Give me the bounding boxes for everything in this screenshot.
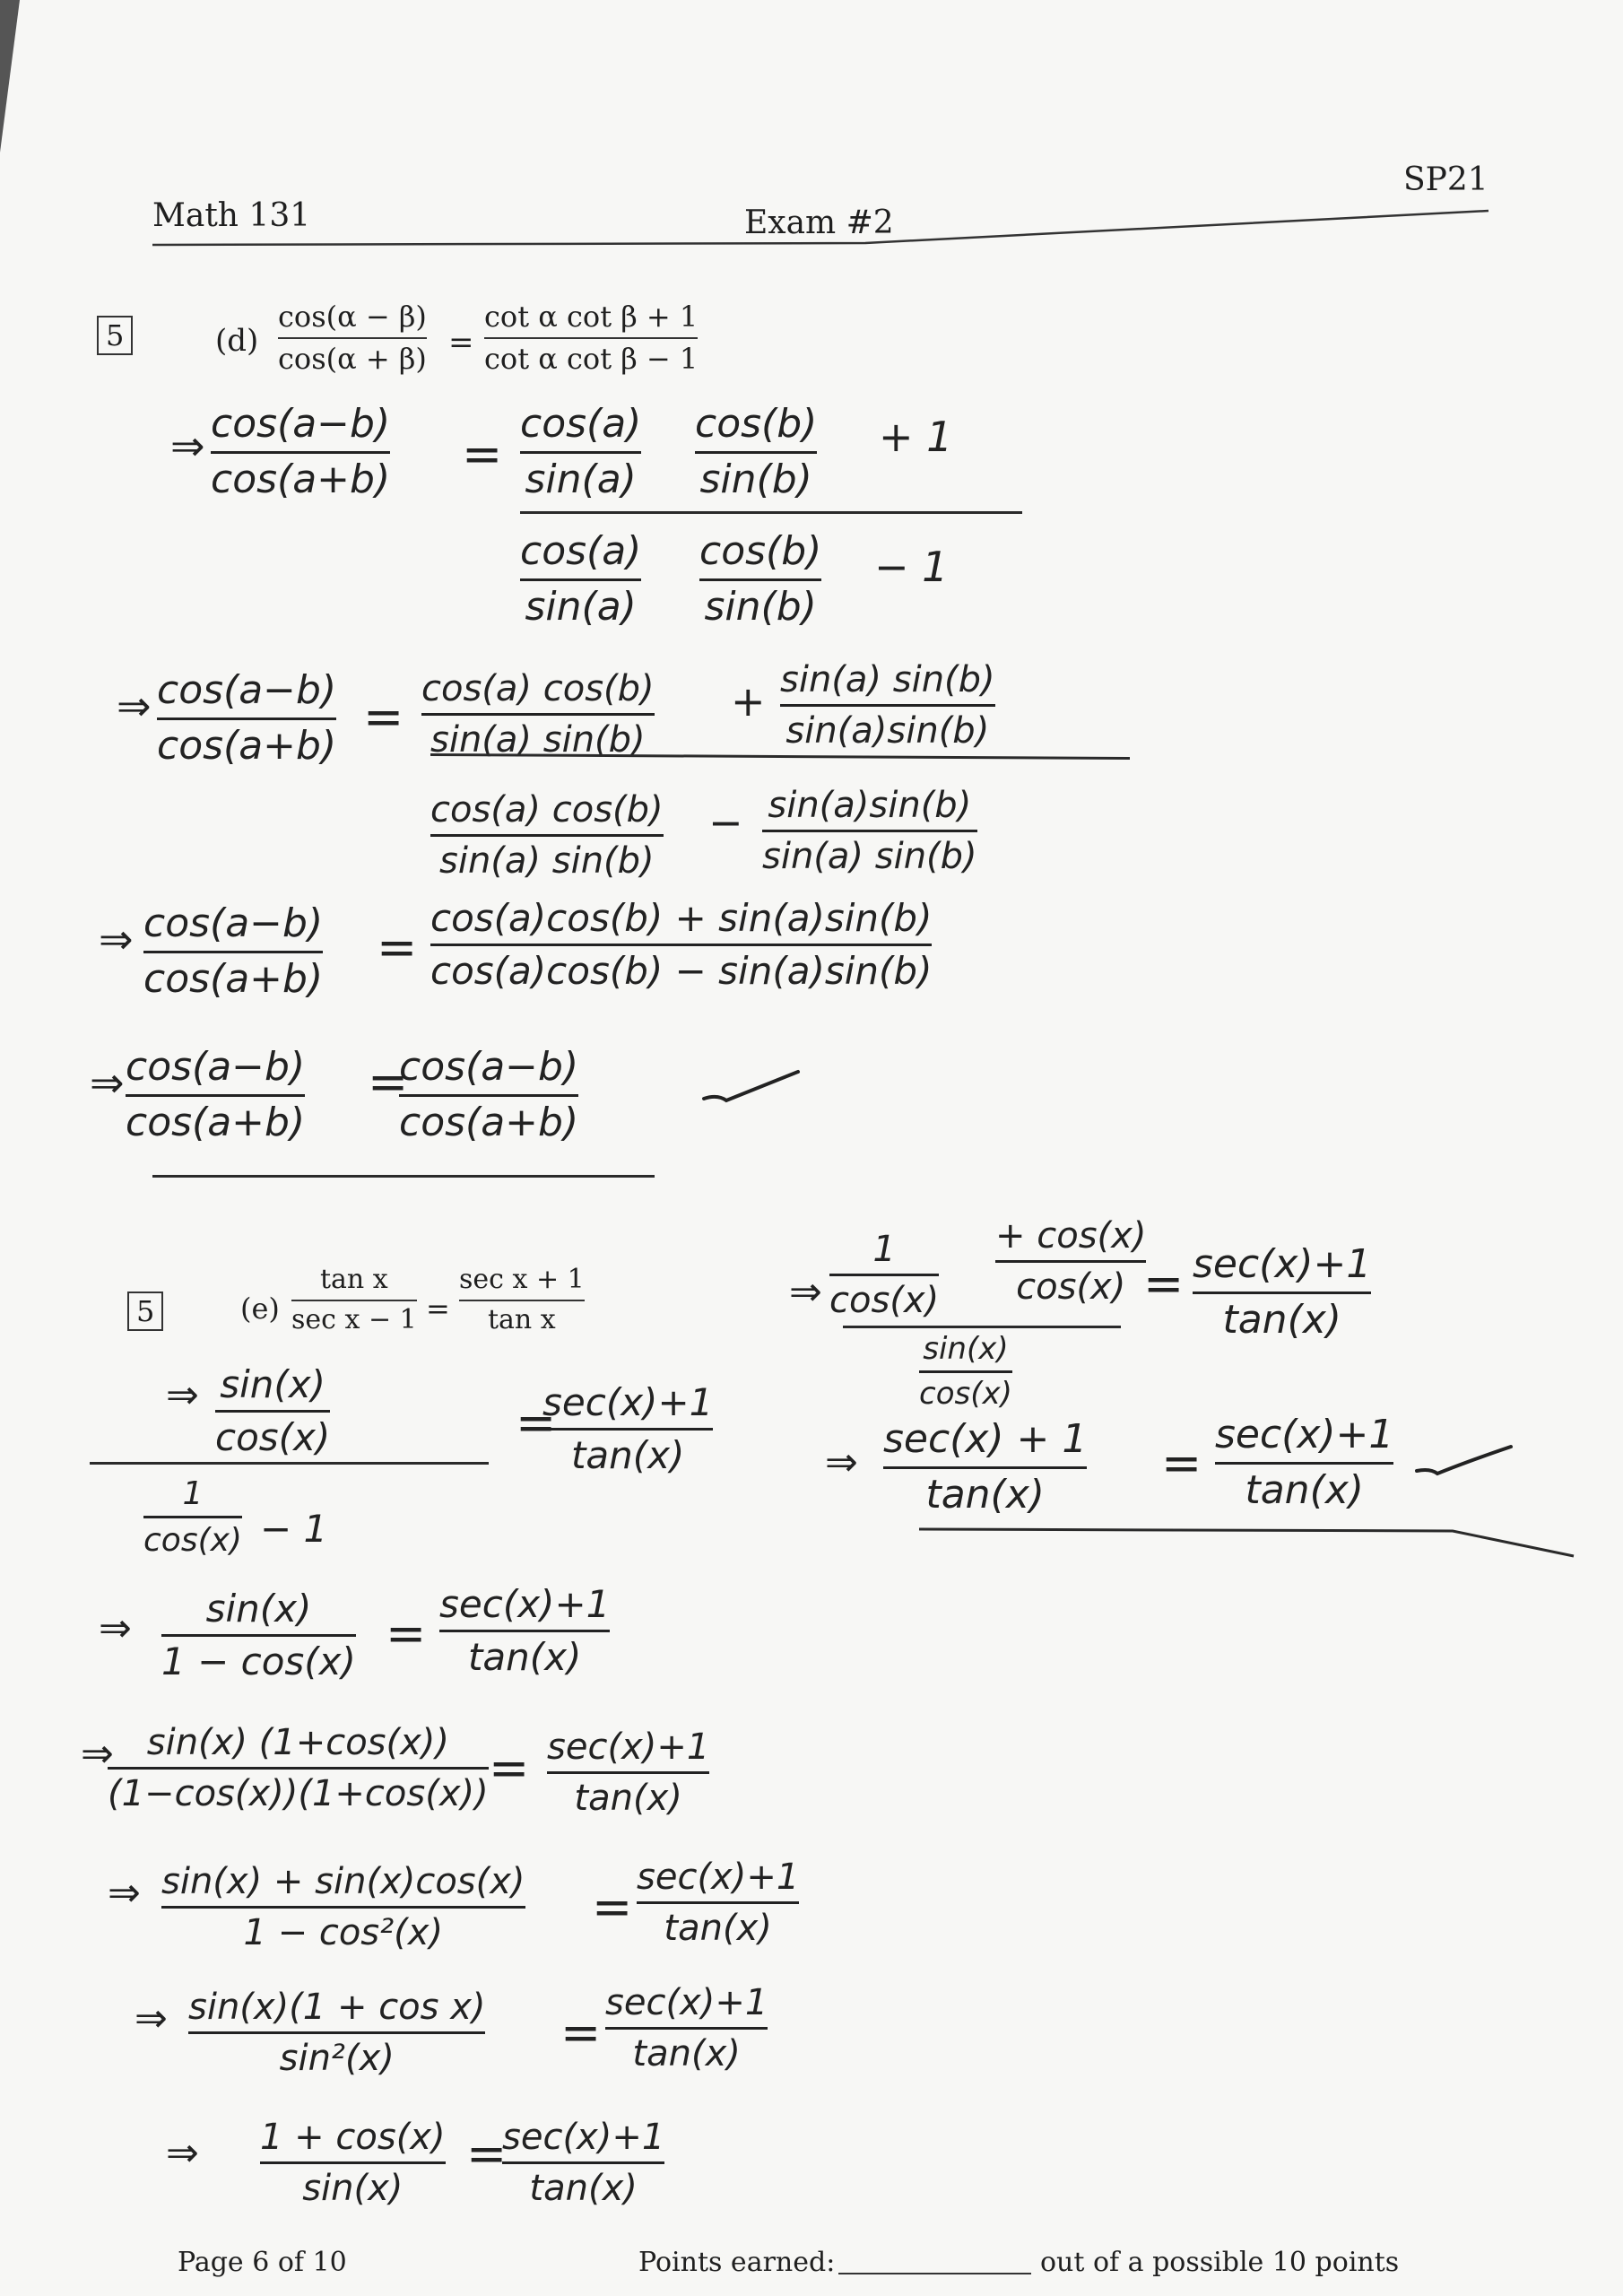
d-s4-arrow: ⇒ [90,1058,125,1107]
e-l4-rhs: sec(x)+1 tan(x) [637,1857,800,1949]
e-r2-equals: = [1161,1435,1202,1492]
exam-title: Exam #2 [744,204,894,241]
e-r2-arrow: ⇒ [825,1439,858,1485]
header-rule [148,202,1493,256]
d-s1-arrow: ⇒ [170,422,205,470]
d-s2-t1: cos(a) cos(b) sin(a) sin(b) [421,668,655,761]
e-l2-rhs: sec(x)+1 tan(x) [439,1582,611,1680]
e-l3-arrow: ⇒ [81,1731,114,1777]
e-r2-rhs: sec(x)+1 tan(x) [1215,1412,1394,1513]
d-s2-arrow: ⇒ [117,682,152,730]
problem-e-rhs: sec x + 1 tan x [459,1264,585,1335]
points-box-e: 5 [127,1292,163,1331]
part-label-d: (d) [215,323,259,359]
d-s2-minus: − [708,798,743,847]
problem-d-rhs: cot α cot β + 1 cot α cot β − 1 [484,300,699,376]
d-s1-top-a: cos(a) sin(a) [520,401,642,502]
e-r1-bot: sin(x) cos(x) [919,1331,1012,1413]
part-label-e: (e) [240,1292,280,1326]
e-l4-lhs: sin(x) + sin(x)cos(x) 1 − cos²(x) [161,1861,525,1953]
e-l3-lhs: sin(x) (1+cos(x)) (1−cos(x))(1+cos(x)) [108,1722,489,1814]
e-l3-equals: = [489,1740,530,1796]
d-s3-lhs: cos(a−b) cos(a+b) [143,900,324,1002]
d-s3-rhs: cos(a)cos(b) + sin(a)sin(b) cos(a)cos(b) − sin(a)sin(b) [430,896,933,994]
e-r1-rhs: sec(x)+1 tan(x) [1193,1241,1372,1343]
d-s1-top-op: + 1 [879,413,953,461]
d-s1-top-b: cos(b) sin(b) [695,401,818,502]
problem-d-equals: = [448,325,474,361]
checkmark-e [1412,1439,1520,1484]
e-r2-lhs: sec(x) + 1 tan(x) [883,1416,1088,1518]
checkmark-d [699,1063,807,1117]
points-possible: out of a possible 10 points [1040,2247,1400,2278]
e-l6-rhs: sec(x)+1 tan(x) [502,2117,665,2209]
d-s2-t2: sin(a) sin(b) sin(a)sin(b) [780,659,995,752]
e-l3-rhs: sec(x)+1 tan(x) [547,1726,710,1819]
e-l5-arrow: ⇒ [135,1996,168,2041]
d-s1-bot-a: cos(a) sin(a) [520,528,642,630]
points-earned-label: Points earned: [638,2247,836,2278]
d-s3-equals: = [377,919,418,976]
e-l6-equals: = [466,2126,508,2182]
d-s1-lhs: cos(a−b) cos(a+b) [211,401,391,502]
e-l1-main-bar [90,1462,489,1465]
e-l5-equals: = [560,2005,602,2061]
problem-e-equals: = [426,1292,450,1326]
course-name: Math 131 [152,197,311,234]
e-r1-main-bar [843,1326,1121,1328]
points-earned-blank [838,2269,1031,2274]
e-l6-lhs: 1 + cos(x) sin(x) [260,2117,446,2209]
d-s1-bot-op: − 1 [874,543,949,591]
e-l1-rhs: sec(x)+1 tan(x) [542,1380,714,1478]
term-label: SP21 [1403,161,1488,198]
e-l5-rhs: sec(x)+1 tan(x) [605,1982,768,2074]
e-l1-bot-frac: 1 cos(x) [143,1475,242,1560]
d-s2-b2: sin(a)sin(b) sin(a) sin(b) [762,785,977,877]
e-l1-top: sin(x) cos(x) [215,1362,331,1460]
d-s1-bot-b: cos(b) sin(b) [699,528,822,630]
d-s2-lhs: cos(a−b) cos(a+b) [157,667,337,769]
e-l5-lhs: sin(x)(1 + cos x) sin²(x) [188,1987,486,2079]
e-r1-b: + cos(x) cos(x) [995,1215,1147,1308]
e-r1-a: 1 cos(x) [829,1229,940,1321]
e-l4-equals: = [592,1879,633,1935]
d-s1-equals: = [462,426,503,483]
problem-d-lhs: cos(α − β) cos(α + β) [278,300,427,376]
e-l2-lhs: sin(x) 1 − cos(x) [161,1587,356,1684]
d-s4-rhs: cos(a−b) cos(a+b) [399,1044,579,1145]
d-s4-equals: = [368,1054,409,1110]
e-r1-equals: = [1143,1256,1185,1312]
d-s1-main-bar [520,511,1022,514]
e-l2-arrow: ⇒ [99,1605,132,1651]
d-s4-lhs: cos(a−b) cos(a+b) [126,1044,306,1145]
e-l1-bot-op: − 1 [260,1507,328,1551]
e-final-underline [915,1520,1578,1565]
d-final-underline [152,1175,655,1178]
e-l2-equals: = [386,1605,427,1662]
d-s2-equals: = [363,689,404,745]
e-l1-equals: = [516,1395,557,1451]
e-r1-arrow: ⇒ [789,1269,822,1315]
e-l4-arrow: ⇒ [108,1870,141,1916]
d-s2-plus: + [731,677,766,726]
problem-e-lhs: tan x sec x − 1 [291,1264,417,1335]
e-l1-arrow: ⇒ [166,1372,199,1418]
e-l6-arrow: ⇒ [166,2130,199,2176]
page-number: Page 6 of 10 [178,2247,347,2278]
d-s3-arrow: ⇒ [99,915,134,963]
points-box-d: 5 [97,316,133,355]
scan-edge-shadow [0,0,36,179]
d-s2-b1: cos(a) cos(b) sin(a) sin(b) [430,789,664,882]
